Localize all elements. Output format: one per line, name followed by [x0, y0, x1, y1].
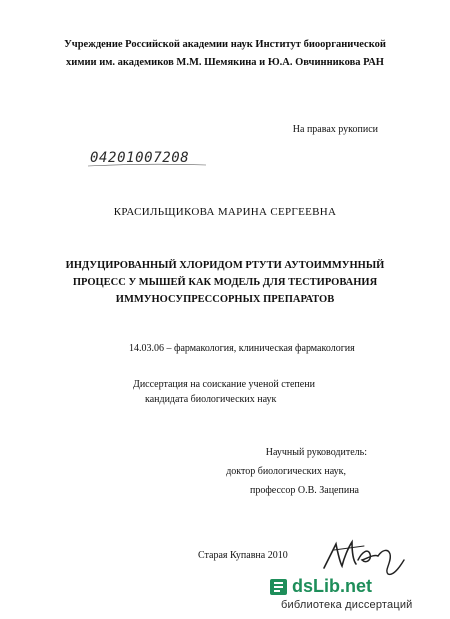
book-logo-icon — [269, 577, 288, 597]
supervisor-block — [226, 443, 367, 500]
institution-line: химии им. академиков М.М. Шемякина и Ю.А. Овчинникова РАН — [66, 57, 384, 68]
watermark-subtitle: библиотека диссертаций — [281, 599, 413, 611]
watermark — [267, 570, 450, 619]
watermark-brand: dsLib.net — [292, 576, 372, 596]
watermark-brand-row — [269, 576, 372, 597]
title-line: ПРОЦЕСС У МЫШЕЙ КАК МОДЕЛЬ ДЛЯ ТЕСТИРОВАНИЯ — [72, 277, 378, 288]
rights-note: На правах рукописи — [292, 124, 378, 135]
svg-text:04201007208: 04201007208 — [90, 150, 190, 166]
specialty: 14.03.06 – фармакология, клиническая фармакология — [129, 343, 355, 354]
title-line: ИНДУЦИРОВАННЫЙ ХЛОРИДОМ РТУТИ АУТОИММУННЫЙ — [65, 260, 385, 271]
degree-line: кандидата биологических наук — [145, 394, 277, 405]
supervisor-line: профессор О.В. Зацепина — [249, 485, 359, 496]
degree-line: Диссертация на соискание ученой степени — [133, 379, 315, 390]
author-name: КРАСИЛЬЩИКОВА МАРИНА СЕРГЕЕВНА — [113, 206, 337, 218]
institution-line: Учреждение Российской академии наук Институт биоорганической — [64, 39, 386, 50]
dissertation-title — [0, 257, 450, 308]
degree-statement — [133, 377, 315, 407]
supervisor-line: Научный руководитель: — [265, 447, 367, 458]
institution-header — [0, 36, 450, 72]
supervisor-line: доктор биологических наук, — [226, 466, 346, 477]
title-line: ИММУНОСУПРЕССОРНЫХ ПРЕПАРАТОВ — [115, 294, 335, 305]
city-year: Старая Купавна 2010 — [198, 550, 288, 561]
handwritten-identifier — [88, 146, 208, 168]
